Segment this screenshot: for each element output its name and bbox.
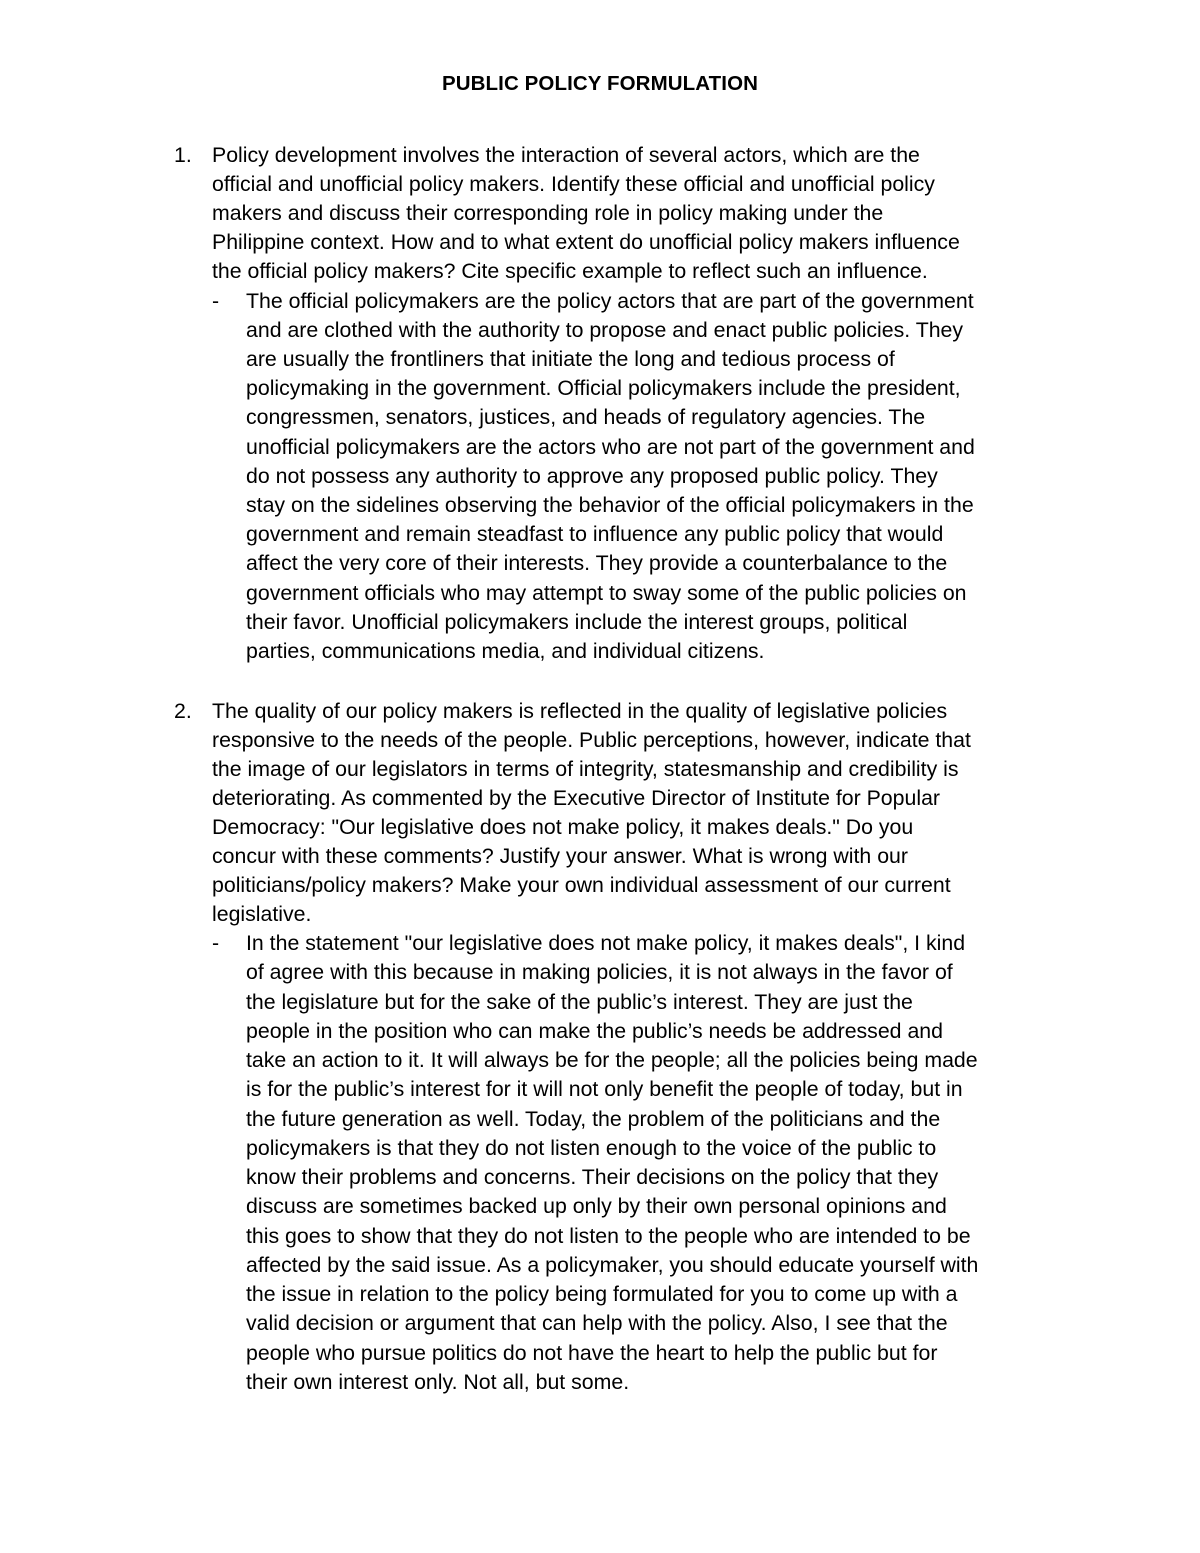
answer-line: In the statement "our legislative does not make policy, it makes deals", I kind xyxy=(246,931,966,955)
answer-line: government and remain steadfast to influence any public policy that would xyxy=(246,522,944,546)
answer-line: stay on the sidelines observing the behavior of the official policymakers in the xyxy=(246,493,974,517)
question-line: Democracy: "Our legislative does not make policy, it makes deals." Do you xyxy=(212,815,914,839)
answer-line: congressmen, senators, justices, and heads of regulatory agencies. The xyxy=(246,405,926,429)
answer-line: policymaking in the government. Official policymakers include the president, xyxy=(246,376,961,400)
document-title: PUBLIC POLICY FORMULATION xyxy=(441,72,759,95)
answer-line: are usually the frontliners that initiate the long and tedious process of xyxy=(246,347,895,371)
answer-line: people in the position who can make the public’s needs be addressed and xyxy=(246,1019,943,1043)
answer-line: discuss are sometimes backed up only by their own personal opinions and xyxy=(246,1194,947,1218)
answer-line: affected by the said issue. As a policymaker, you should educate yourself with xyxy=(246,1253,979,1277)
answer-line: take an action to it. It will always be for the people; all the policies being made xyxy=(246,1048,978,1072)
answer-line: their favor. Unofficial policymakers include the interest groups, political xyxy=(246,610,908,634)
question-line: the image of our legislators in terms of integrity, statesmanship and credibility is xyxy=(212,757,959,781)
answer-line: The official policymakers are the policy actors that are part of the government xyxy=(246,289,974,313)
answer-line: people who pursue politics do not have the heart to help the public but for xyxy=(246,1341,938,1365)
answer-line: the future generation as well. Today, the problem of the politicians and the xyxy=(246,1107,941,1131)
item-number: 1. xyxy=(174,143,192,167)
question-line: responsive to the needs of the people. Public perceptions, however, indicate that xyxy=(212,728,971,752)
answer-line: their own interest only. Not all, but some. xyxy=(246,1370,630,1394)
answer-bullet: - xyxy=(212,289,220,313)
question-line: official and unofficial policy makers. Identify these official and unofficial policy xyxy=(212,172,935,196)
answer-line: the legislature but for the sake of the public’s interest. They are just the xyxy=(246,990,913,1014)
question-line: makers and discuss their corresponding role in policy making under the xyxy=(212,201,884,225)
answer-line: government officials who may attempt to sway some of the public policies on xyxy=(246,581,967,605)
question-line: Philippine context. How and to what extent do unofficial policy makers influence xyxy=(212,230,960,254)
question-line: the official policy makers? Cite specific example to reflect such an influence. xyxy=(212,259,928,283)
answer-line: unofficial policymakers are the actors who are not part of the government and xyxy=(246,435,975,459)
answer-line: policymakers is that they do not listen enough to the voice of the public to xyxy=(246,1136,937,1160)
answer-line: of agree with this because in making policies, it is not always in the favor of xyxy=(246,960,953,984)
answer-line: affect the very core of their interests. They provide a counterbalance to the xyxy=(246,551,948,575)
question-line: deteriorating. As commented by the Executive Director of Institute for Popular xyxy=(212,786,941,810)
answer-line: know their problems and concerns. Their decisions on the policy that they xyxy=(246,1165,939,1189)
answer-line: the issue in relation to the policy being formulated for you to come up with a xyxy=(246,1282,958,1306)
answer-line: parties, communications media, and individual citizens. xyxy=(246,639,765,663)
answer-line: is for the public’s interest for it will not only benefit the people of today, but in xyxy=(246,1077,963,1101)
answer-line: this goes to show that they do not listen to the people who are intended to be xyxy=(246,1224,971,1248)
item-number: 2. xyxy=(174,699,192,723)
question-line: Policy development involves the interaction of several actors, which are the xyxy=(212,143,920,167)
question-line: The quality of our policy makers is reflected in the quality of legislative policies xyxy=(212,699,948,723)
question-line: politicians/policy makers? Make your own individual assessment of our current xyxy=(212,873,951,897)
answer-line: and are clothed with the authority to propose and enact public policies. They xyxy=(246,318,964,342)
answer-bullet: - xyxy=(212,931,220,955)
answer-line: valid decision or argument that can help with the policy. Also, I see that the xyxy=(246,1311,948,1335)
answer-line: do not possess any authority to approve any proposed public policy. They xyxy=(246,464,938,488)
question-line: legislative. xyxy=(212,902,312,926)
question-line: concur with these comments? Justify your answer. What is wrong with our xyxy=(212,844,908,868)
